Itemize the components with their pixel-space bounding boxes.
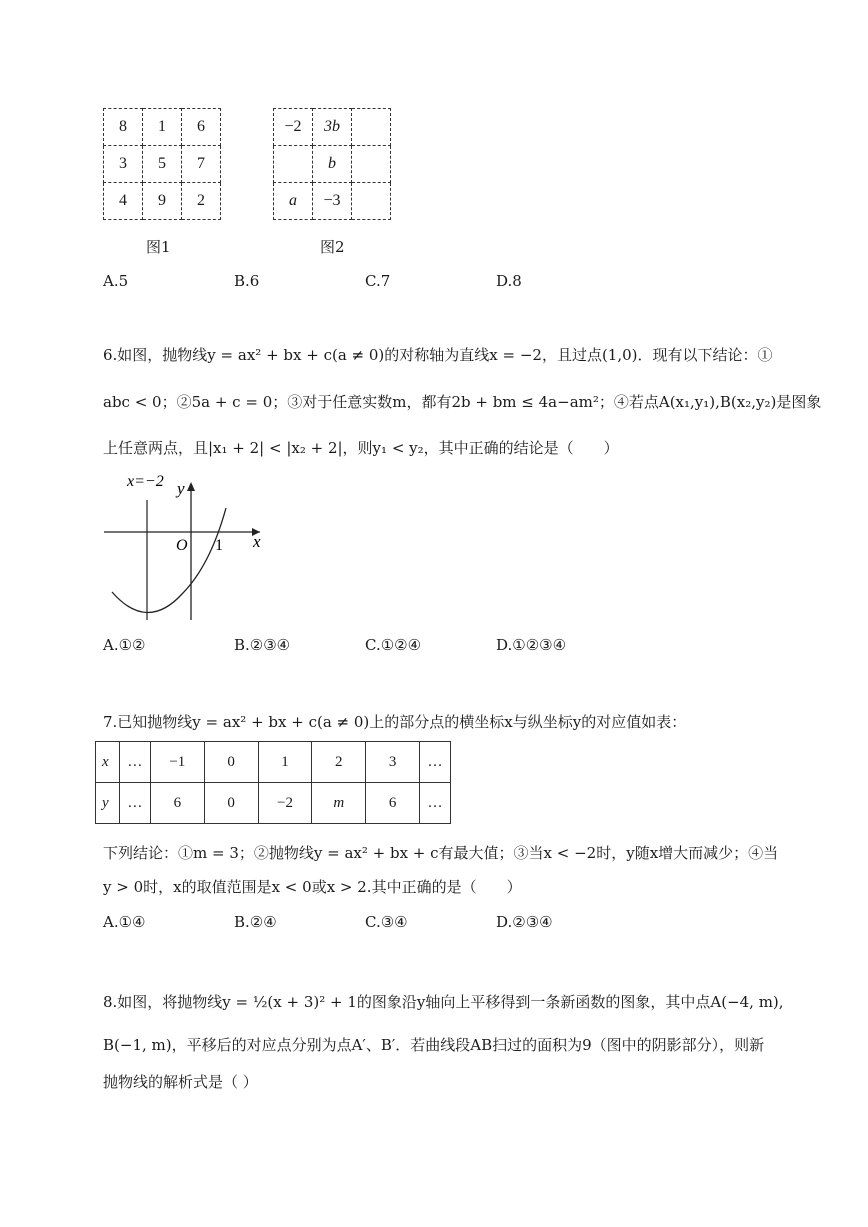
table-cell: 1 <box>258 742 312 783</box>
table-cell: 2 <box>312 742 366 783</box>
y-label: y <box>177 479 185 498</box>
q8-stem-line-3: 抛物线的解析式是（ ） <box>103 1073 258 1091</box>
table-cell: 3 <box>366 742 420 783</box>
q8-stem-line-1: 8.如图，将抛物线y = ½(x + 3)² + 1的图象沿y轴向上平移得到一条新函数的图象，其中点A(−4, m), <box>103 993 784 1011</box>
y-axis-arrow <box>187 482 195 491</box>
table-cell: 0 <box>204 783 258 824</box>
grid-cell: 3b <box>313 109 352 146</box>
q8-stem-line-2: B(−1, m)，平移后的对应点分别为点A′、B′．若曲线段AB扫过的面积为9（图中的阴影部分），则新 <box>103 1036 765 1054</box>
grid-cell: −2 <box>274 109 313 146</box>
q7-stem-line-3: y > 0时，x的取值范围是x < 0或x > 2.其中正确的是（ ） <box>103 878 522 896</box>
table-cell: … <box>119 783 150 824</box>
q5-option-b[interactable]: B.6 <box>234 272 260 290</box>
q6-stem-line-3: 上任意两点，且|x₁ + 2| < |x₂ + 2|，则y₁ < y₂，其中正确的结论是（ ） <box>103 439 619 457</box>
q7-stem-line-2: 下列结论：①m = 3；②抛物线y = ax² + bx + c有最大值；③当x < −2时，y随x增大而减少；④当 <box>103 844 779 862</box>
table-cell: x <box>96 742 120 783</box>
q5-option-d[interactable]: D.8 <box>496 272 522 290</box>
q6-stem-line-2: abc < 0；②5a + c = 0；③对于任意实数m，都有2b + bm ≤ 4a−am²；④若点A(x₁,y₁),B(x₂,y₂)是图象 <box>103 393 822 411</box>
magic-square-grid-1 <box>103 108 221 220</box>
grid-cell <box>352 109 391 146</box>
x-label: x <box>253 532 261 551</box>
table-cell: … <box>119 742 150 783</box>
table-cell: y <box>96 783 120 824</box>
grid-cell <box>352 146 391 183</box>
one-label: 1 <box>215 537 223 554</box>
grid-cell: −3 <box>313 183 352 220</box>
grid-cell <box>274 146 313 183</box>
q6-option-a[interactable]: A.①② <box>103 636 146 654</box>
q5-option-c[interactable]: C.7 <box>365 272 391 290</box>
grid-cell: 2 <box>182 183 221 220</box>
grid-cell: 8 <box>104 109 143 146</box>
q5-option-a[interactable]: A.5 <box>103 272 129 290</box>
grid-cell: a <box>274 183 313 220</box>
q7-value-table <box>95 741 451 824</box>
table-row <box>96 783 451 824</box>
grid-cell: 1 <box>143 109 182 146</box>
table-cell: 6 <box>150 783 204 824</box>
origin-label: O <box>176 537 188 554</box>
table-cell: −1 <box>150 742 204 783</box>
q7-option-b[interactable]: B.②④ <box>234 913 277 931</box>
q7-option-a[interactable]: A.①④ <box>103 913 146 931</box>
grid-cell: 7 <box>182 146 221 183</box>
axis-label: x=−2 <box>127 473 164 490</box>
table-cell: … <box>420 783 451 824</box>
q6-stem-line-1: 6.如图，抛物线y = ax² + bx + c(a ≠ 0)的对称轴为直线x = −2，且过点(1,0)．现有以下结论：① <box>103 346 773 364</box>
grid-cell: 3 <box>104 146 143 183</box>
table-cell: 0 <box>204 742 258 783</box>
q7-stem-line-1: 7.已知抛物线y = ax² + bx + c(a ≠ 0)上的部分点的横坐标x与纵坐标y的对应值如表： <box>103 713 687 731</box>
magic-square-grid-2 <box>273 108 391 220</box>
q6-option-b[interactable]: B.②③④ <box>234 636 291 654</box>
grid-1-caption: 图1 <box>146 238 171 256</box>
table-cell: −2 <box>258 783 312 824</box>
q6-option-c[interactable]: C.①②④ <box>365 636 422 654</box>
table-row <box>96 742 451 783</box>
parabola-graph <box>100 470 280 630</box>
parabola-curve <box>112 508 226 613</box>
q7-option-d[interactable]: D.②③④ <box>496 913 553 931</box>
grid-cell: 4 <box>104 183 143 220</box>
grid-cell: 5 <box>143 146 182 183</box>
grid-cell: 9 <box>143 183 182 220</box>
grid-cell: 6 <box>182 109 221 146</box>
table-cell: m <box>312 783 366 824</box>
table-cell: 6 <box>366 783 420 824</box>
grid-cell: b <box>313 146 352 183</box>
q6-option-d[interactable]: D.①②③④ <box>496 636 567 654</box>
grid-2-caption: 图2 <box>320 238 345 256</box>
table-cell: … <box>420 742 451 783</box>
grid-cell <box>352 183 391 220</box>
q7-option-c[interactable]: C.③④ <box>365 913 408 931</box>
